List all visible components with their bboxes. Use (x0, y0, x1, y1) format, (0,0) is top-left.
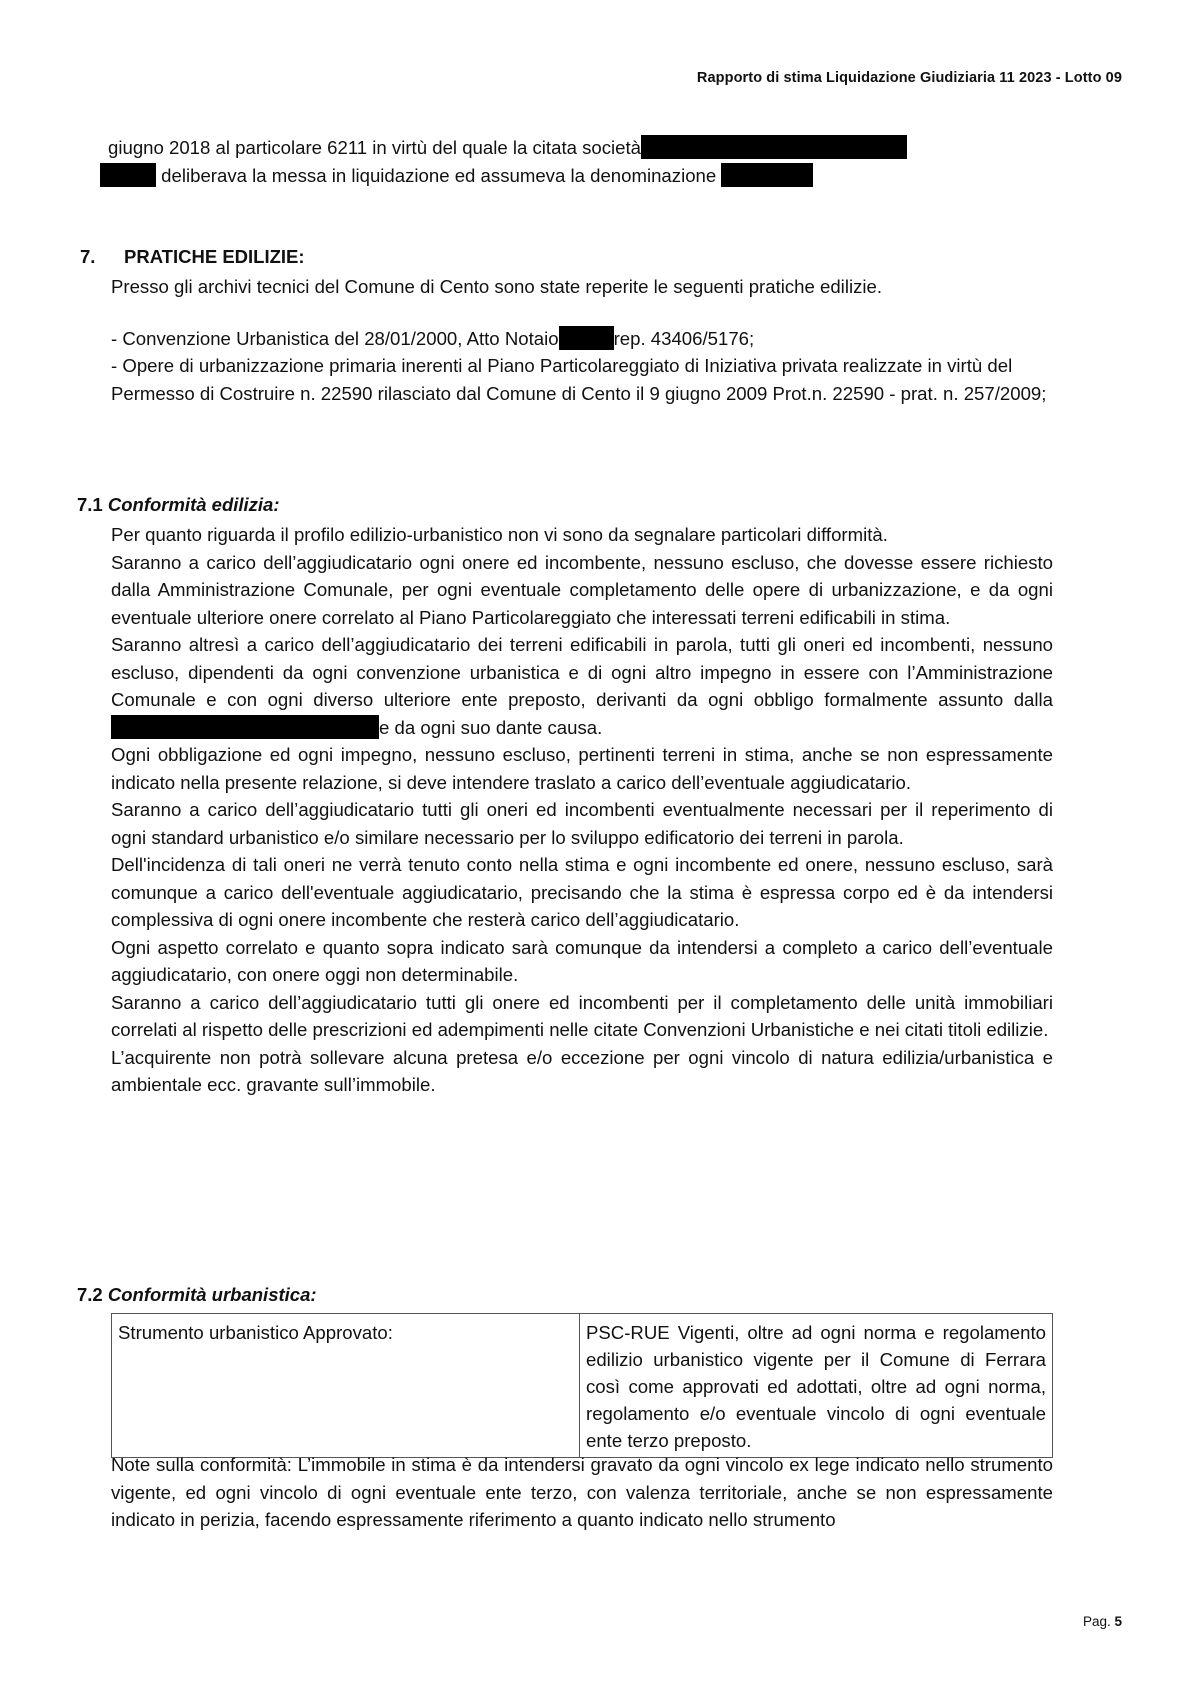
redaction-box (721, 163, 813, 187)
practice-item-1-rep: rep. 43406/5176; (613, 327, 755, 349)
paragraph: Per quanto riguarda il profilo edilizio-urbanistico non vi sono da segnalare particolari difformità. (111, 524, 888, 545)
section-number: 7. (80, 246, 96, 267)
intro-text-2: deliberava la messa in liquidazione ed assumeva la denominazione (161, 165, 717, 186)
page-number (1083, 1614, 1122, 1629)
section-number: 7.1 (77, 494, 103, 515)
intro-paragraph (108, 134, 907, 190)
paragraph: Ogni aspetto correlato e quanto sopra indicato sarà comunque da intendersi a completo a carico dell’eventuale aggiudicatario, con onere oggi non determinabile. (111, 936, 1053, 985)
paragraph: Ogni obbligazione ed ogni impegno, nessuno escluso, pertinenti terreni in stima, anche se non espressamente indicato nella presente relazione, si deve intendere traslato a carico dell’eventuale aggiudicatario. (111, 744, 1053, 793)
paragraph: Saranno a carico dell’aggiudicatario ogni onere ed incombente, nessuno escluso, che dovesse essere richiesto dalla Amministrazione Comunale, per ogni eventuale completamento delle opere di urbanizzazione, e da ogni eventuale ulteriore onere correlato al Piano Particolareggiato che interessati terreni edificabili in stima. (111, 551, 1053, 628)
practice-item-2: - Opere di urbanizzazione primaria inerenti al Piano Particolareggiato di Iniziativa privata realizzate in virtù del Permesso di Costruire n. 22590 rilasciato dal Comune di Cento il 9 giugno 2009 Prot.n. 22590 - prat. n. 257/2009; (111, 355, 1047, 404)
page-label: Pag. (1082, 1614, 1111, 1629)
page-number-value: 5 (1114, 1614, 1122, 1629)
section-title: PRATICHE EDILIZIE: (124, 246, 305, 267)
paragraph: Saranno a carico dell’aggiudicatario tutti gli onere ed incombenti per il completamento delle unità immobiliari correlati al rispetto delle prescrizioni ed adempimenti nelle citate Convenzioni Urbanistiche e nei citati titoli edilizie. (111, 991, 1053, 1040)
urban-planning-table (111, 1313, 1053, 1458)
section-7-1-heading (77, 494, 280, 516)
redaction-box (559, 326, 614, 350)
intro-text-1: giugno 2018 al particolare 6211 in virtù del quale la citata società (108, 137, 642, 158)
paragraph: Saranno a carico dell’aggiudicatario tutti gli oneri ed incombenti eventualmente necessari per il reperimento di ogni standard urbanistico e/o similare necessario per lo sviluppo edificatorio dei terreni in parola. (111, 799, 1053, 848)
section-7-intro: Presso gli archivi tecnici del Comune di Cento sono state reperite le seguenti pratiche edilizie. (111, 276, 883, 297)
section-7-heading (80, 246, 305, 268)
section-7-1-body (111, 521, 1053, 1099)
redaction-box (641, 135, 907, 159)
paragraph: L’acquirente non potrà sollevare alcuna pretesa e/o eccezione per ogni vincolo di natura edilizia/urbanistica e ambientale ecc. gravante sull’immobile. (111, 1046, 1053, 1095)
redaction-box (100, 163, 156, 187)
practice-item-1 (111, 325, 1053, 353)
section-7-2-heading (77, 1284, 317, 1306)
redaction-box (111, 715, 379, 739)
conformity-note (111, 1451, 1053, 1534)
table-cell-value: PSC-RUE Vigenti, oltre ad ogni norma e regolamento edilizio urbanistico vigente per il Comune di Ferrara così come approvati ed adottati, oltre ad ogni norma, regolamento e/o eventuale vincolo di ogni eventuale ente terzo preposto. (580, 1314, 1053, 1458)
practice-item-1-text: - Convenzione Urbanistica del 28/01/2000, Atto Notaio (111, 327, 559, 349)
table-row (112, 1314, 1053, 1458)
paragraph-text: Saranno altresì a carico dell’aggiudicatario dei terreni edificabili in parola, tutti gli oneri ed incombenti, nessuno escluso, dipendenti da ogni convenzione urbanistica e di ogni altro impegno in essere con l’Amministrazione Comunale e con ogni diverso ulteriore ente preposto, derivanti da ogni obbligo formalmente assunto dalla (111, 634, 1053, 710)
section-7-body (111, 273, 1053, 407)
conformity-note-text: Note sulla conformità: L’immobile in stima è da intendersi gravato da ogni vincolo ex lege indicato nello strumento vigente, ed ogni vincolo di ogni eventuale ente terzo, con valenza territoriale, anche se non espressamente indicato in perizia, facendo espressamente riferimento a quanto indicato nello strumento (111, 1454, 1053, 1530)
intro-line-1 (108, 134, 907, 162)
paragraph (111, 631, 1053, 741)
section-title: Conformità edilizia: (107, 494, 280, 515)
paragraph-text: e da ogni suo dante causa. (379, 716, 603, 738)
section-number: 7.2 (77, 1284, 103, 1305)
section-title: Conformità urbanistica: (107, 1284, 317, 1305)
document-header: Rapporto di stima Liquidazione Giudiziaria 11 2023 - Lotto 09 (696, 70, 1122, 86)
table-cell-label: Strumento urbanistico Approvato: (112, 1314, 580, 1458)
paragraph: Dell'incidenza di tali oneri ne verrà tenuto conto nella stima e ogni incombente ed onere, nessuno escluso, sarà comunque a carico dell'eventuale aggiudicatario, precisando che la stima è espressa corpo ed è da intendersi complessiva di ogni onere incombente che resterà carico dell’aggiudicatario. (111, 854, 1053, 930)
intro-line-2 (100, 162, 907, 190)
